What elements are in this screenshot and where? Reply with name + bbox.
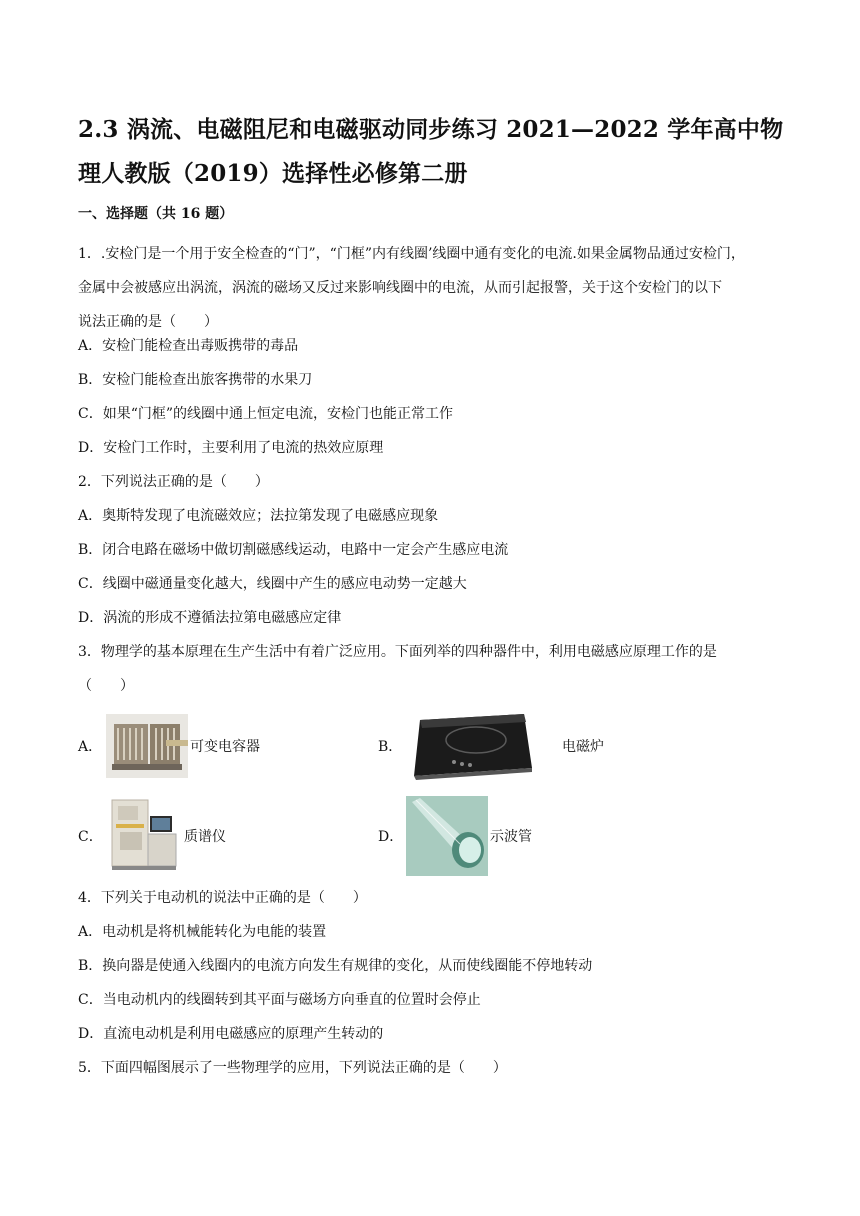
question-4-option-d: D．直流电动机是利用电磁感应的原理产生转动的 [78, 1026, 384, 1042]
question-4-stem: 4．下列关于电动机的说法中正确的是（ ） [78, 890, 367, 906]
question-3-options-row-2 [78, 796, 788, 876]
mass-spectrometer-image [106, 796, 182, 876]
question-3-option-c [78, 796, 226, 876]
question-2-stem: 2．下列说法正确的是（ ） [78, 474, 269, 490]
option-letter: D． [378, 829, 404, 845]
question-3-option-b [378, 711, 604, 781]
question-1-option-d: D．安检门工作时，主要利用了电流的热效应原理 [78, 440, 384, 456]
question-1-option-c: C．如果“门框”的线圈中通上恒定电流，安检门也能正常工作 [78, 406, 454, 422]
question-4-option-b: B．换向器是使通入线圈内的电流方向发生有规律的变化，从而使线圈能不停地转动 [78, 958, 593, 974]
question-1-line: 金属中会被感应出涡流，涡流的磁场又反过来影响线圈中的电流，从而引起报警，关于这个安检门的以下 [78, 280, 722, 296]
option-letter: A． [78, 739, 103, 755]
question-3-stem: 3．物理学的基本原理在生产生活中有着广泛应用。下面列举的四种器件中，利用电磁感应原理工作的是 [78, 644, 717, 660]
question-1-option-b: B．安检门能检查出旅客携带的水果刀 [78, 372, 313, 388]
question-1-option-a: A．安检门能检查出毒贩携带的毒品 [78, 338, 299, 354]
option-letter: B． [378, 739, 403, 755]
option-caption: 质谱仪 [184, 829, 226, 845]
question-3-option-a [78, 711, 260, 781]
question-2-option-d: D．涡流的形成不遵循法拉第电磁感应定律 [78, 610, 342, 626]
question-2-option-a: A．奥斯特发现了电流磁效应；法拉第发现了电磁感应现象 [78, 508, 439, 524]
option-letter: C． [78, 829, 103, 845]
question-2-option-b: B．闭合电路在磁场中做切割磁感线运动，电路中一定会产生感应电流 [78, 542, 509, 558]
question-1-line: 说法正确的是（ ） [78, 314, 218, 330]
oscilloscope-tube-image [406, 796, 488, 876]
induction-cooker-image [406, 710, 536, 782]
question-3-option-d [378, 796, 532, 876]
question-3-stem-parens: （ ） [78, 678, 134, 694]
variable-capacitor-image [106, 714, 188, 778]
question-5-stem: 5．下面四幅图展示了一些物理学的应用，下列说法正确的是（ ） [78, 1060, 507, 1076]
page-title: 2.3 涡流、电磁阻尼和电磁驱动同步练习 2021—2022 学年高中物理人教版（2019）选择性必修第二册 [78, 116, 784, 187]
question-3-options-row-1 [78, 711, 788, 781]
question-4-option-a: A．电动机是将机械能转化为电能的装置 [78, 924, 327, 940]
section-heading: 一、选择题（共 16 题） [78, 206, 234, 222]
option-caption: 电磁炉 [562, 739, 604, 755]
question-2-option-c: C．线圈中磁通量变化越大，线圈中产生的感应电动势一定越大 [78, 576, 467, 592]
question-1-line: 1．.安检门是一个用于安全检查的“门”，“门框”内有线圈’线圈中通有变化的电流.如果金属物品通过安检门， [78, 246, 745, 262]
option-caption: 可变电容器 [190, 739, 260, 755]
option-caption: 示波管 [490, 829, 532, 845]
question-4-option-c: C．当电动机内的线圈转到其平面与磁场方向垂直的位置时会停止 [78, 992, 481, 1008]
